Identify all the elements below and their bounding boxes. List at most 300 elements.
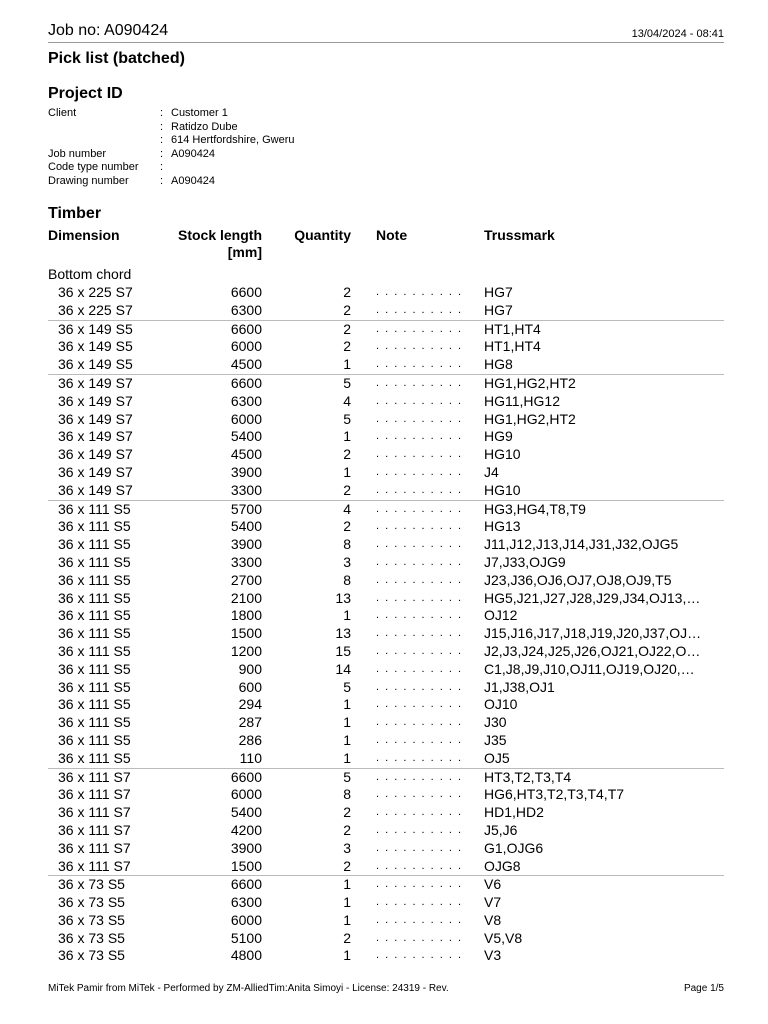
cell-spacer <box>351 714 376 732</box>
table-row <box>48 500 724 519</box>
table-row <box>48 446 724 464</box>
cell-spacer <box>351 393 376 411</box>
cell-dimension: 36 x 149 S7 <box>58 481 133 498</box>
cell-stock-length: 6600 <box>230 876 262 893</box>
cell-stock-length: 110 <box>239 749 262 766</box>
cell-note: . . . . . . . . . . <box>376 502 463 515</box>
cell-quantity: 13 <box>335 625 351 642</box>
cell-spacer <box>351 590 376 608</box>
cell-dimension: 36 x 73 S5 <box>58 894 125 911</box>
cell-quantity: 1 <box>343 731 351 748</box>
cell-stock-length: 1800 <box>230 607 262 624</box>
cell-dimension: 36 x 225 S7 <box>58 284 133 300</box>
cell-quantity: 5 <box>343 410 351 427</box>
cell-stock-length: 3900 <box>230 536 262 553</box>
cell-quantity: 2 <box>343 804 351 821</box>
group-label: Bottom chord <box>48 266 132 282</box>
cell-stock-length: 6000 <box>230 911 262 928</box>
table-row <box>48 482 724 500</box>
cell-quantity: 2 <box>343 301 351 318</box>
cell-spacer <box>351 930 376 948</box>
cell-stock-length: 3300 <box>230 481 262 498</box>
column-stock-length-label: Stock length <box>177 227 262 243</box>
cell-stock-length: 6300 <box>230 301 262 318</box>
cell-trussmark: HD1,HD2 <box>484 804 544 821</box>
cell-stock-length: 5400 <box>230 804 262 821</box>
cell-stock-length: 6000 <box>230 338 262 355</box>
cell-trussmark: HG5,J21,J27,J28,J29,J34,OJ13,… <box>484 589 701 606</box>
cell-quantity: 1 <box>343 463 351 480</box>
cell-stock-length: 5700 <box>230 500 262 517</box>
cell-stock-length: 6600 <box>230 374 262 391</box>
cell-quantity: 8 <box>343 571 351 588</box>
project-info-label: Drawing number <box>48 174 129 187</box>
cell-stock-length: 6000 <box>230 786 262 803</box>
table-row <box>48 912 724 930</box>
project-info-label: Code type number <box>48 161 139 173</box>
cell-trussmark: V8 <box>484 911 502 928</box>
cell-note: . . . . . . . . . . <box>376 662 463 675</box>
cell-quantity: 3 <box>343 553 351 570</box>
cell-dimension: 36 x 111 S7 <box>58 839 131 856</box>
table-row <box>48 840 724 858</box>
cell-dimension: 36 x 73 S5 <box>58 929 125 946</box>
cell-quantity: 2 <box>343 857 351 874</box>
cell-dimension: 36 x 111 S5 <box>58 536 131 553</box>
cell-dimension: 36 x 111 S5 <box>58 642 131 659</box>
cell-stock-length: 3900 <box>230 463 262 480</box>
table-row <box>48 804 724 822</box>
cell-dimension: 36 x 111 S5 <box>58 696 131 713</box>
column-stock-length-unit: [mm] <box>227 244 262 260</box>
cell-note: . . . . . . . . . . <box>376 286 463 298</box>
cell-dimension: 36 x 111 S5 <box>58 500 131 517</box>
cell-note: . . . . . . . . . . <box>376 770 463 783</box>
timber-table <box>48 284 724 965</box>
cell-spacer <box>351 804 376 822</box>
cell-stock-length: 6000 <box>230 410 262 427</box>
cell-stock-length: 3900 <box>230 839 262 856</box>
project-info-row <box>48 134 724 148</box>
cell-quantity: 1 <box>343 607 351 624</box>
project-info-separator: : <box>160 134 164 146</box>
cell-spacer <box>351 876 376 894</box>
cell-stock-length: 3300 <box>230 553 262 570</box>
cell-trussmark: HG1,HG2,HT2 <box>484 410 576 427</box>
cell-dimension: 36 x 111 S5 <box>58 571 131 588</box>
cell-spacer <box>351 411 376 429</box>
table-row <box>48 338 724 356</box>
table-row <box>48 320 724 339</box>
table-row <box>48 464 724 482</box>
column-stock-length <box>158 227 262 261</box>
cell-quantity: 5 <box>343 374 351 391</box>
cell-dimension: 36 x 149 S7 <box>58 428 133 445</box>
cell-spacer <box>351 338 376 356</box>
cell-quantity: 1 <box>343 947 351 964</box>
cell-trussmark: J15,J16,J17,J18,J19,J20,J37,OJ… <box>484 625 702 642</box>
project-info-row <box>48 161 724 175</box>
project-info-separator: : <box>160 120 164 133</box>
cell-note: . . . . . . . . . . <box>376 823 463 836</box>
cell-trussmark: C1,J8,J9,J10,OJ11,OJ19,OJ20,… <box>484 660 695 677</box>
project-info-label <box>48 121 160 135</box>
cell-spacer <box>351 518 376 536</box>
cell-dimension: 36 x 149 S5 <box>58 356 133 373</box>
cell-spacer <box>351 858 376 876</box>
cell-spacer <box>351 643 376 661</box>
cell-stock-length: 2700 <box>230 571 262 588</box>
cell-note: . . . . . . . . . . <box>376 949 463 962</box>
cell-quantity: 2 <box>343 284 351 300</box>
cell-trussmark: HG7 <box>484 301 513 318</box>
cell-quantity: 1 <box>343 696 351 713</box>
cell-note: . . . . . . . . . . <box>376 555 463 568</box>
cell-quantity: 2 <box>343 338 351 355</box>
project-info-label: Job number <box>48 147 107 160</box>
cell-quantity: 2 <box>343 320 351 337</box>
timber-section-title: Timber <box>48 205 102 222</box>
cell-stock-length: 4200 <box>230 821 262 838</box>
cell-trussmark: V3 <box>484 947 502 964</box>
cell-spacer <box>351 302 376 320</box>
project-info-value: Ratidzo Dube <box>171 120 238 133</box>
cell-note: . . . . . . . . . . <box>376 788 463 801</box>
cell-stock-length: 4500 <box>230 356 262 373</box>
cell-trussmark: J7,J33,OJG9 <box>484 553 566 570</box>
table-row <box>48 714 724 732</box>
cell-dimension: 36 x 111 S7 <box>58 857 131 874</box>
cell-quantity: 2 <box>343 821 351 838</box>
cell-trussmark: V7 <box>484 894 502 911</box>
cell-trussmark: HG6,HT3,T2,T3,T4,T7 <box>484 786 625 803</box>
table-header <box>48 227 724 261</box>
cell-quantity: 1 <box>343 876 351 893</box>
cell-quantity: 5 <box>343 678 351 695</box>
cell-quantity: 1 <box>343 428 351 445</box>
cell-stock-length: 4500 <box>230 446 262 463</box>
cell-trussmark: J30 <box>484 714 507 731</box>
cell-dimension: 36 x 111 S5 <box>58 660 131 677</box>
table-row <box>48 696 724 714</box>
cell-note: . . . . . . . . . . <box>376 931 463 944</box>
cell-quantity: 2 <box>343 518 351 535</box>
cell-spacer <box>351 786 376 804</box>
cell-quantity: 1 <box>343 749 351 766</box>
cell-trussmark: HG3,HG4,T8,T9 <box>484 500 586 517</box>
cell-stock-length: 6600 <box>230 768 262 785</box>
cell-note: . . . . . . . . . . <box>376 878 463 891</box>
cell-quantity: 4 <box>343 500 351 517</box>
cell-note: . . . . . . . . . . <box>376 538 463 551</box>
cell-dimension: 36 x 149 S5 <box>58 320 133 337</box>
cell-trussmark: J23,J36,OJ6,OJ7,OJ8,OJ9,T5 <box>484 571 672 588</box>
cell-spacer <box>351 947 376 965</box>
cell-trussmark: HG8 <box>484 356 513 373</box>
cell-trussmark: J4 <box>484 463 499 480</box>
cell-note: . . . . . . . . . . <box>376 358 463 371</box>
cell-dimension: 36 x 73 S5 <box>58 911 125 928</box>
cell-dimension: 36 x 149 S7 <box>58 410 133 427</box>
cell-trussmark: V5,V8 <box>484 929 523 946</box>
cell-trussmark: J2,J3,J24,J25,J26,OJ21,OJ22,O… <box>484 642 701 659</box>
cell-note: . . . . . . . . . . <box>376 394 463 407</box>
cell-note: . . . . . . . . . . <box>376 841 463 854</box>
cell-spacer <box>351 840 376 858</box>
cell-note: . . . . . . . . . . <box>376 806 463 819</box>
cell-stock-length: 6600 <box>230 284 262 300</box>
cell-note: . . . . . . . . . . <box>376 698 463 711</box>
print-datetime: 13/04/2024 - 08:41 <box>631 28 724 40</box>
column-dimension: Dimension <box>48 227 120 243</box>
cell-spacer <box>351 501 376 519</box>
cell-spacer <box>351 554 376 572</box>
table-row <box>48 786 724 804</box>
cell-spacer <box>351 572 376 590</box>
cell-stock-length: 2100 <box>230 589 262 606</box>
cell-spacer <box>351 375 376 393</box>
table-row <box>48 750 724 768</box>
cell-note: . . . . . . . . . . <box>376 609 463 622</box>
cell-dimension: 36 x 111 S5 <box>58 678 131 695</box>
cell-spacer <box>351 428 376 446</box>
cell-trussmark: HT1,HT4 <box>484 338 541 355</box>
table-row <box>48 894 724 912</box>
cell-stock-length: 294 <box>238 696 262 713</box>
cell-spacer <box>351 284 376 302</box>
project-info-separator: : <box>160 107 164 119</box>
cell-stock-length: 5400 <box>230 518 262 535</box>
cell-dimension: 36 x 111 S5 <box>58 518 131 535</box>
cell-stock-length: 1200 <box>230 642 262 659</box>
table-row <box>48 554 724 572</box>
table-row <box>48 822 724 840</box>
cell-stock-length: 900 <box>238 660 262 677</box>
table-row <box>48 947 724 965</box>
cell-trussmark: HG10 <box>484 446 521 463</box>
cell-quantity: 14 <box>335 660 351 677</box>
column-trussmark: Trussmark <box>484 227 555 243</box>
cell-quantity: 1 <box>343 911 351 928</box>
cell-trussmark: HT1,HT4 <box>484 320 541 337</box>
table-row <box>48 875 724 894</box>
cell-dimension: 36 x 149 S5 <box>58 338 133 355</box>
footer-software-info: MiTek Pamir from MiTek - Performed by ZM-AlliedTim:Anita Simoyi - License: 24319 - Rev. <box>48 983 449 994</box>
cell-quantity: 1 <box>343 894 351 911</box>
cell-note: . . . . . . . . . . <box>376 412 463 425</box>
cell-spacer <box>351 679 376 697</box>
table-row <box>48 768 724 787</box>
cell-quantity: 13 <box>335 589 351 606</box>
cell-dimension: 36 x 111 S7 <box>58 804 131 821</box>
project-section-title: Project ID <box>48 85 123 102</box>
cell-stock-length: 286 <box>238 731 262 748</box>
cell-note: . . . . . . . . . . <box>376 591 463 604</box>
cell-spacer <box>351 732 376 750</box>
cell-note: . . . . . . . . . . <box>376 520 463 533</box>
cell-trussmark: OJ10 <box>484 696 518 713</box>
cell-note: . . . . . . . . . . <box>376 465 463 478</box>
cell-spacer <box>351 894 376 912</box>
project-info-value: 614 Hertfordshire, Gweru <box>171 134 295 146</box>
cell-quantity: 2 <box>343 929 351 946</box>
cell-dimension: 36 x 111 S5 <box>58 714 131 731</box>
cell-dimension: 36 x 149 S7 <box>58 446 133 463</box>
project-info-row <box>48 107 724 121</box>
cell-dimension: 36 x 225 S7 <box>58 301 133 318</box>
cell-quantity: 8 <box>343 536 351 553</box>
table-row <box>48 930 724 948</box>
cell-stock-length: 600 <box>238 678 262 695</box>
table-row <box>48 536 724 554</box>
table-row <box>48 393 724 411</box>
cell-quantity: 2 <box>343 446 351 463</box>
cell-spacer <box>351 822 376 840</box>
cell-trussmark: G1,OJG6 <box>484 839 544 856</box>
cell-spacer <box>351 661 376 679</box>
cell-quantity: 1 <box>343 356 351 373</box>
project-info-row <box>48 121 724 135</box>
cell-trussmark: OJ12 <box>484 607 518 624</box>
project-info-separator: : <box>160 147 164 160</box>
cell-spacer <box>351 536 376 554</box>
table-row <box>48 679 724 697</box>
table-row <box>48 374 724 393</box>
cell-dimension: 36 x 111 S5 <box>58 625 131 642</box>
cell-trussmark: HG10 <box>484 481 521 498</box>
cell-spacer <box>351 356 376 374</box>
cell-note: . . . . . . . . . . <box>376 751 463 764</box>
project-info-row <box>48 175 724 189</box>
cell-stock-length: 6300 <box>230 392 262 409</box>
cell-trussmark: OJ5 <box>484 749 510 766</box>
cell-trussmark: V6 <box>484 876 502 893</box>
table-row <box>48 625 724 643</box>
table-row <box>48 284 724 302</box>
project-info-row <box>48 148 724 162</box>
cell-note: . . . . . . . . . . <box>376 859 463 872</box>
page <box>48 22 724 965</box>
cell-spacer <box>351 625 376 643</box>
cell-quantity: 15 <box>335 642 351 659</box>
cell-trussmark: HT3,T2,T3,T4 <box>484 768 572 785</box>
table-row <box>48 411 724 429</box>
cell-trussmark: HG9 <box>484 428 513 445</box>
table-row <box>48 643 724 661</box>
cell-quantity: 3 <box>343 839 351 856</box>
table-row <box>48 661 724 679</box>
cell-spacer <box>351 769 376 787</box>
cell-trussmark: J11,J12,J13,J14,J31,J32,OJG5 <box>484 536 679 553</box>
cell-note: . . . . . . . . . . <box>376 573 463 586</box>
cell-dimension: 36 x 111 S5 <box>58 749 131 766</box>
table-row <box>48 590 724 608</box>
cell-dimension: 36 x 111 S5 <box>58 589 131 606</box>
table-row <box>48 607 724 625</box>
page-title: Pick list (batched) <box>48 50 185 67</box>
cell-note: . . . . . . . . . . <box>376 322 463 335</box>
cell-dimension: 36 x 111 S5 <box>58 607 131 624</box>
table-row <box>48 302 724 320</box>
project-info-value: A090424 <box>171 174 216 187</box>
job-number-heading: Job no: A090424 <box>48 22 169 39</box>
cell-dimension: 36 x 73 S5 <box>58 876 125 893</box>
project-info <box>48 107 724 188</box>
cell-trussmark: HG13 <box>484 518 521 535</box>
cell-note: . . . . . . . . . . <box>376 303 463 316</box>
cell-stock-length: 6600 <box>230 320 262 337</box>
cell-dimension: 36 x 73 S5 <box>58 947 125 964</box>
table-row <box>48 572 724 590</box>
cell-note: . . . . . . . . . . <box>376 716 463 729</box>
cell-trussmark: HG11,HG12 <box>484 392 560 409</box>
cell-note: . . . . . . . . . . <box>376 483 463 496</box>
cell-stock-length: 287 <box>238 714 262 731</box>
cell-note: . . . . . . . . . . <box>376 448 463 461</box>
project-info-separator: : <box>160 161 164 173</box>
page-footer <box>48 983 724 994</box>
cell-note: . . . . . . . . . . <box>376 340 463 353</box>
project-info-label: Client <box>48 107 77 119</box>
cell-note: . . . . . . . . . . <box>376 896 463 909</box>
project-info-value: A090424 <box>171 147 216 160</box>
cell-spacer <box>351 912 376 930</box>
cell-spacer <box>351 607 376 625</box>
cell-dimension: 36 x 149 S7 <box>58 392 133 409</box>
cell-stock-length: 5400 <box>230 428 262 445</box>
cell-dimension: 36 x 111 S5 <box>58 553 131 570</box>
cell-quantity: 4 <box>343 392 351 409</box>
cell-note: . . . . . . . . . . <box>376 913 463 926</box>
cell-spacer <box>351 696 376 714</box>
page-number: Page 1/5 <box>683 983 724 994</box>
cell-stock-length: 1500 <box>230 625 262 642</box>
column-quantity: Quantity <box>294 227 351 243</box>
cell-note: . . . . . . . . . . <box>376 376 463 389</box>
document-header <box>48 22 724 43</box>
column-note: Note <box>376 227 408 243</box>
cell-spacer <box>351 321 376 339</box>
cell-quantity: 1 <box>343 714 351 731</box>
cell-dimension: 36 x 111 S7 <box>58 768 131 785</box>
cell-dimension: 36 x 111 S7 <box>58 786 131 803</box>
cell-note: . . . . . . . . . . <box>376 627 463 640</box>
cell-stock-length: 4800 <box>230 947 262 964</box>
table-row <box>48 356 724 374</box>
cell-dimension: 36 x 149 S7 <box>58 374 133 391</box>
cell-quantity: 8 <box>343 786 351 803</box>
cell-dimension: 36 x 149 S7 <box>58 463 133 480</box>
cell-stock-length: 6300 <box>230 894 262 911</box>
cell-trussmark: HG7 <box>484 284 513 300</box>
cell-note: . . . . . . . . . . <box>376 430 463 443</box>
cell-quantity: 2 <box>343 481 351 498</box>
cell-trussmark: J5,J6 <box>484 821 518 838</box>
cell-trussmark: J35 <box>484 731 507 748</box>
project-info-value: Customer 1 <box>171 107 228 119</box>
cell-spacer <box>351 750 376 768</box>
table-row <box>48 428 724 446</box>
table-row <box>48 858 724 876</box>
cell-spacer <box>351 446 376 464</box>
cell-quantity: 5 <box>343 768 351 785</box>
cell-stock-length: 5100 <box>230 929 262 946</box>
table-row <box>48 518 724 536</box>
project-info-label <box>48 134 160 148</box>
cell-dimension: 36 x 111 S5 <box>58 731 131 748</box>
project-info-separator: : <box>160 174 164 187</box>
cell-dimension: 36 x 111 S7 <box>58 821 131 838</box>
